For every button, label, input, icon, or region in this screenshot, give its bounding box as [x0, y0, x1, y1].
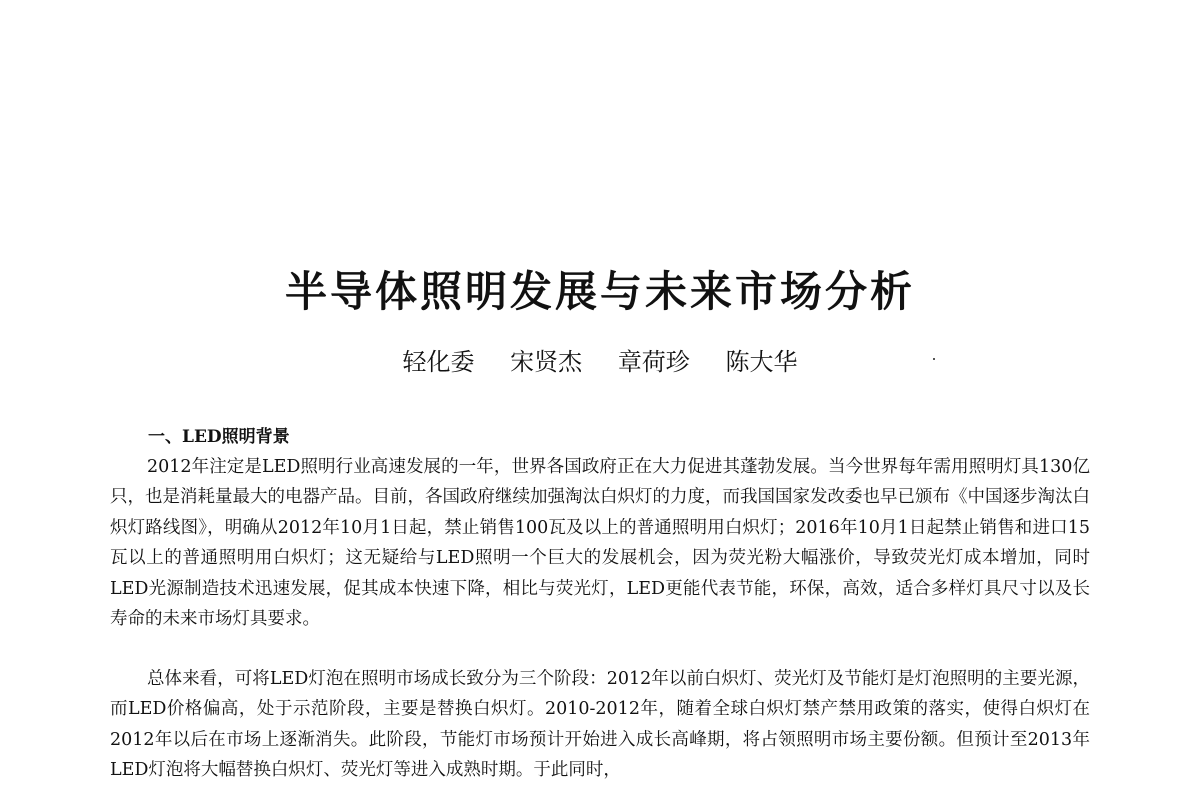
author-name: 宋贤杰	[510, 348, 583, 376]
author-name: 轻化委	[402, 348, 475, 376]
body-paragraph: 总体来看，可将LED灯泡在照明市场成长致分为三个阶段：2012年以前白炽灯、荧光灯及节能灯是灯泡照明的主要光源，而LED价格偏高，处于示范阶段，主要是替换白炽灯。2010-2012年，随着全球白炽灯禁产禁用政策的落实，使得白炽灯在2012年以后在市场上逐渐消失。此阶段，节能灯市场预计开始进入成长高峰期，将占领照明市场主要份额。但预计至2013年LED灯泡将大幅替换白炽灯、荧光灯等进入成熟时期。于此同时，	[110, 669, 1090, 781]
scan-speck	[933, 358, 935, 360]
author-list	[0, 346, 1200, 378]
author-name: 章荷珍	[617, 348, 690, 376]
article-title: 半导体照明发展与未来市场分析	[284, 267, 915, 316]
section-heading: 一、LED照明背景	[148, 427, 290, 447]
author-name: 陈大华	[725, 348, 798, 376]
body-paragraph: 2012年注定是LED照明行业高速发展的一年，世界各国政府正在大力促进其蓬勃发展。当今世界每年需用照明灯具130亿只，也是消耗量最大的电器产品。目前，各国政府继续加强淘汰白炽灯的力度，而我国国家发改委也早已颁布《中国逐步淘汰白炽灯路线图》，明确从2012年10月1日起，禁止销售100瓦及以上的普通照明用白炽灯；2016年10月1日起禁止销售和进口15瓦以上的普通照明用白炽灯；这无疑给与LED照明一个巨大的发展机会，因为荧光粉大幅涨价，导致荧光灯成本增加，同时LED光源制造技术迅速发展，促其成本快速下降，相比与荧光灯，LED更能代表节能，环保，高效，适合多样灯具尺寸以及长寿命的未来市场灯具要求。	[110, 457, 1090, 630]
